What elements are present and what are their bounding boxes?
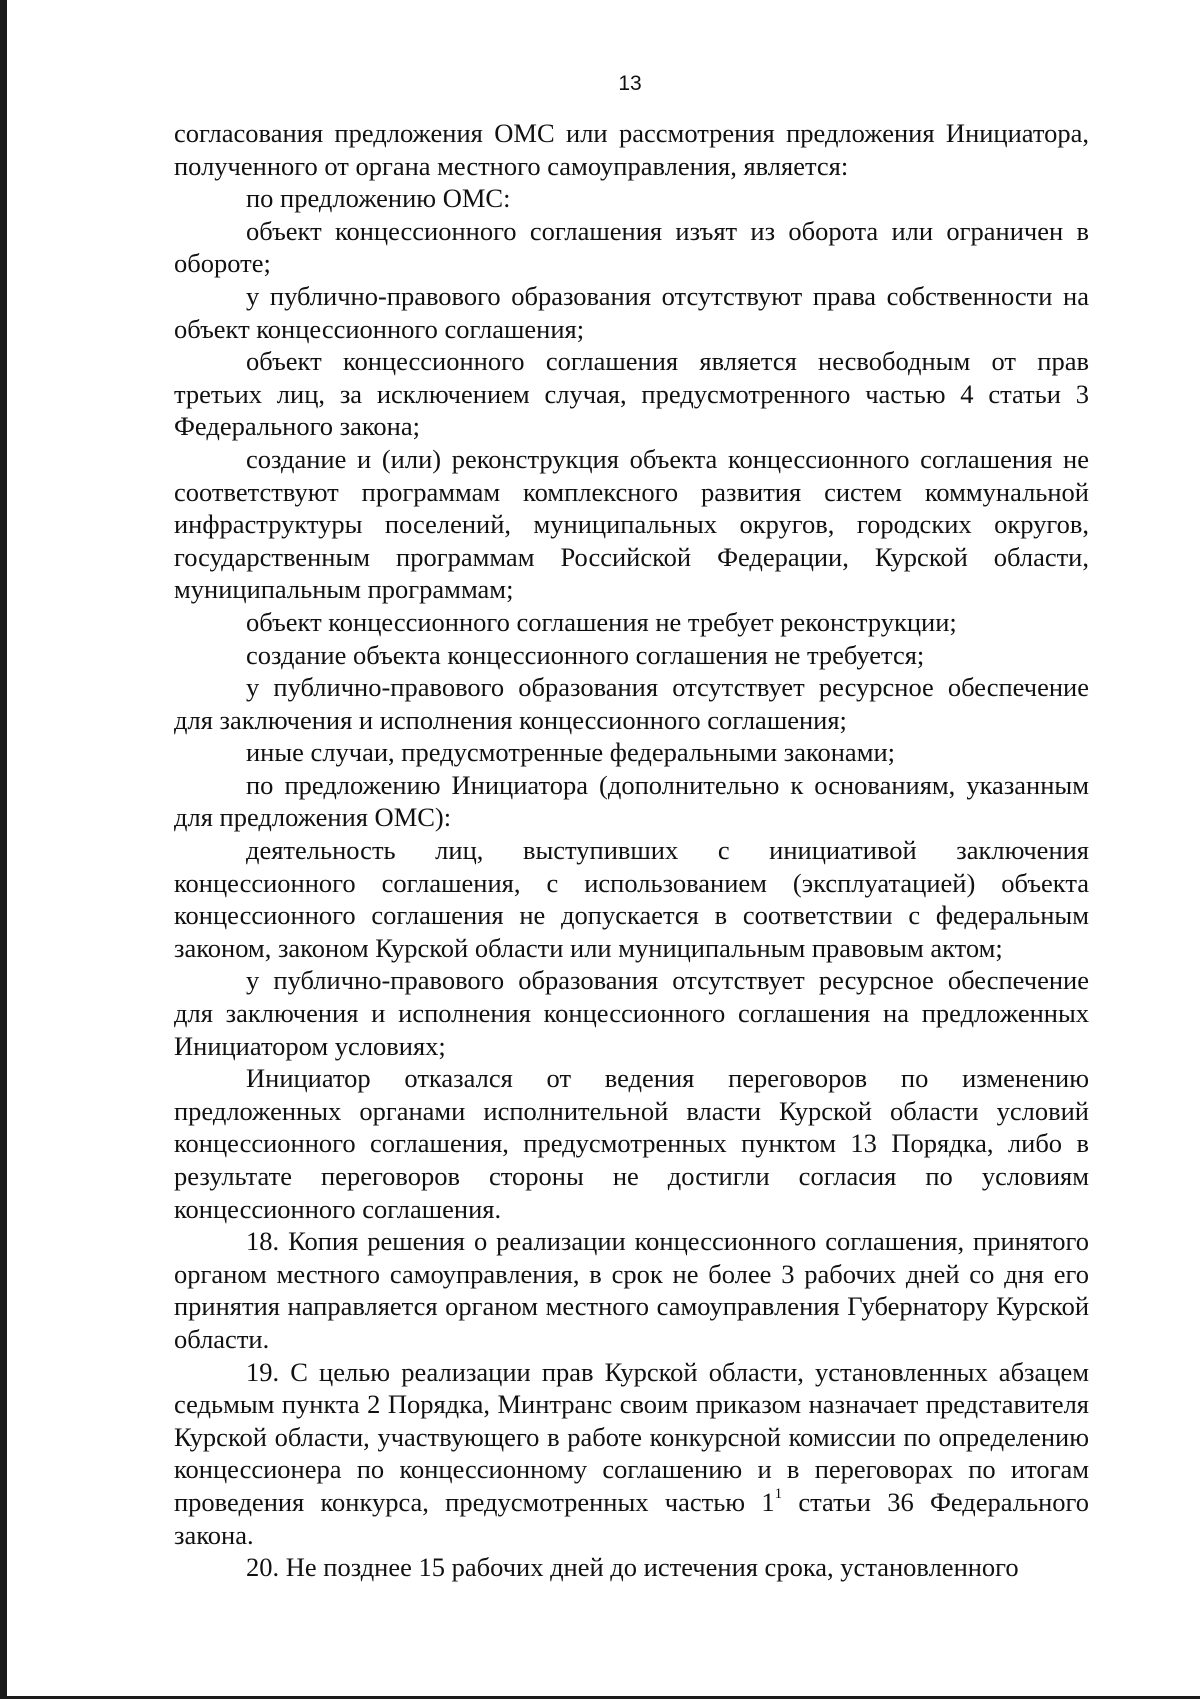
document-body [174, 117, 1089, 1584]
paragraph: по предложению ОМС: [246, 183, 511, 214]
scan-edge-left [0, 0, 7, 1699]
paragraph: Инициатор отказался от ведения переговоров по изменению предложенных органами исполнительной власти Курской области условий концессионного соглашения, предусмотренных пунктом 13 Порядка, либо в результате переговоров стороны не достигли согласия по условиям концессионного соглашения. [174, 1063, 1089, 1224]
paragraph: объект концессионного соглашения является несвободным от прав третьих лиц, за исключением случая, предусмотренного частью 4 статьи 3 Федерального закона; [174, 346, 1089, 442]
paragraph: объект концессионного соглашения не требует реконструкции; [246, 606, 957, 637]
paragraph: иные случаи, предусмотренные федеральными законами; [246, 737, 896, 768]
paragraph: создание и (или) реконструкция объекта концессионного соглашения не соответствуют программам комплексного развития систем коммунальной инфраструктуры поселений, муниципальных округов, городских округов, государственным программам Российской Федерации, Курской области, муниципальным программам; [174, 443, 1089, 605]
paragraph-text: статьи 36 Федерального закона. [174, 1486, 1089, 1550]
paragraph: у публично-правового образования отсутствует ресурсное обеспечение для заключения и исполнения концессионного соглашения на предложенных Инициатором условиях; [174, 965, 1089, 1061]
paragraph: 20. Не позднее 15 рабочих дней до истечения срока, установленного [246, 1552, 1019, 1583]
paragraph: создание объекта концессионного соглашения не требуется; [246, 639, 925, 670]
paragraph: согласования предложения ОМС или рассмотрения предложения Инициатора, полученного от органа местного самоуправления, является: [174, 118, 1089, 181]
page-number: 13 [618, 72, 642, 95]
paragraph-text: 19. С целью реализации прав Курской области, установленных абзацем седьмым пункта 2 Порядка, Минтранс своим приказом назначает представителя Курской области, участвующего в работе конкурсной комиссии по определению концессионера по концессионному соглашению и в переговорах по итогам проведения конкурса, предусмотренных частью 1 [174, 1356, 1089, 1517]
paragraph: по предложению Инициатора (дополнительно к основаниям, указанным для предложения ОМС): [174, 769, 1089, 833]
paragraph: 18. Копия решения о реализации концессионного соглашения, принятого органом местного самоуправления, в срок не более 3 рабочих дней со дня его принятия направляется органом местного самоуправления Губернатору Курской области. [174, 1226, 1089, 1354]
paragraph: у публично-правового образования отсутствуют права собственности на объект концессионного соглашения; [174, 280, 1089, 344]
paragraph [174, 1356, 1089, 1552]
paragraph: у публично-правового образования отсутствует ресурсное обеспечение для заключения и исполнения концессионного соглашения; [174, 672, 1089, 735]
paragraph: деятельность лиц, выступивших с инициативой заключения концессионного соглашения, с использованием (эксплуатацией) объекта концессионного соглашения не допускается в соответствии с федеральным законом, законом Курской области или муниципальным правовым актом; [174, 835, 1089, 963]
paragraph: объект концессионного соглашения изъят из оборота или ограничен в обороте; [174, 215, 1089, 279]
superscript: 1 [774, 1486, 783, 1503]
